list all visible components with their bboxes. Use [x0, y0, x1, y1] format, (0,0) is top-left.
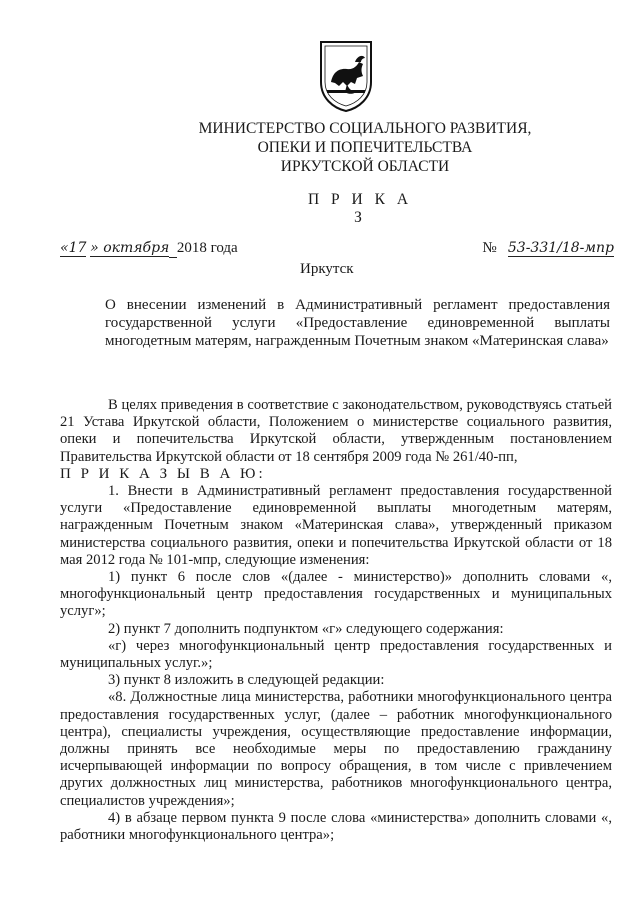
ministry-line-1: МИНИСТЕРСТВО СОЦИАЛЬНОГО РАЗВИТИЯ,: [198, 120, 532, 137]
subitem-1-paragraph: 1) пункт 6 после слов «(далее - министерство)» дополнить словами «, многофункциональный центр предоставления государственных и муниципальных услуг»;: [60, 569, 612, 620]
document-number: [482, 240, 614, 257]
subitem-3-paragraph: 3) пункт 8 изложить в следующей редакции:: [108, 672, 385, 689]
date-day: 17: [68, 240, 87, 256]
number-value: 53-331/18-мпр: [507, 240, 614, 256]
document-type-title: П Р И К А З: [307, 191, 413, 226]
date-month: октября: [103, 240, 170, 256]
order-subject: О внесении изменений в Административный регламент предоставления государственной услуги «Предоставление единовременной выплаты многодетным матерям, награжденным Почетным знаком «Материнская слава»: [105, 297, 610, 349]
item-1-paragraph: 1. Внести в Административный регламент предоставления государственной услуги «Предоставление единовременной выплаты многодетным матерям, награжденным Почетным знаком «Материнская слава», утвержденный приказом министерства социального развития, опеки и попечительства Иркутской области от 18 мая 2012 года № 101-мпр, следующие изменения:: [60, 483, 612, 568]
date-year: 2018 года: [176, 240, 238, 256]
ministry-header: [150, 119, 580, 176]
ministry-line-3: ИРКУТСКОЙ ОБЛАСТИ: [280, 158, 450, 175]
document-date: [60, 240, 238, 258]
order-body: [60, 397, 612, 844]
preamble-paragraph: В целях приведения в соответствие с законодательством, руководствуясь статьей 21 Устава Иркутской области, Положением о министерстве социального развития, опеки и попечительства Иркутской области, утвержденным постановлением Правительства Иркутской области от 18 сентября 2009 года № 261/40-пп,: [60, 397, 612, 465]
coat-of-arms-emblem: [317, 38, 375, 114]
city-name: Иркутск: [300, 261, 354, 277]
subitem-2-quote: «г) через многофункциональный центр предоставления государственных и муниципальных услуг.»;: [60, 637, 612, 672]
ministry-line-2: ОПЕКИ И ПОПЕЧИТЕЛЬСТВА: [257, 139, 473, 156]
subitem-3-quote: «8. Должностные лица министерства, работники многофункционального центра предоставления государственных услуг, (далее – работник многофункционального центра), специалисты учреждения, осуществляющие предоставление информации, должны принять все необходимые меры по предоставлению гражданину исчерпывающей информации по вопросу обращения, в том числе с привлечением других должностных лиц министерства, работников многофункционального центра, специалистов учреждения»;: [60, 689, 612, 809]
subitem-4-paragraph: 4) в абзаце первом пункта 9 после слова «министерства» дополнить словами «, работники многофункционального центра»;: [60, 809, 612, 844]
order-word: П Р И К А З Ы В А Ю:: [60, 465, 266, 482]
subitem-2-paragraph: 2) пункт 7 дополнить подпунктом «г» следующего содержания:: [108, 620, 504, 637]
number-sign: №: [482, 240, 497, 256]
date-open-quote: «: [60, 240, 69, 256]
date-close-quote: »: [90, 240, 99, 256]
